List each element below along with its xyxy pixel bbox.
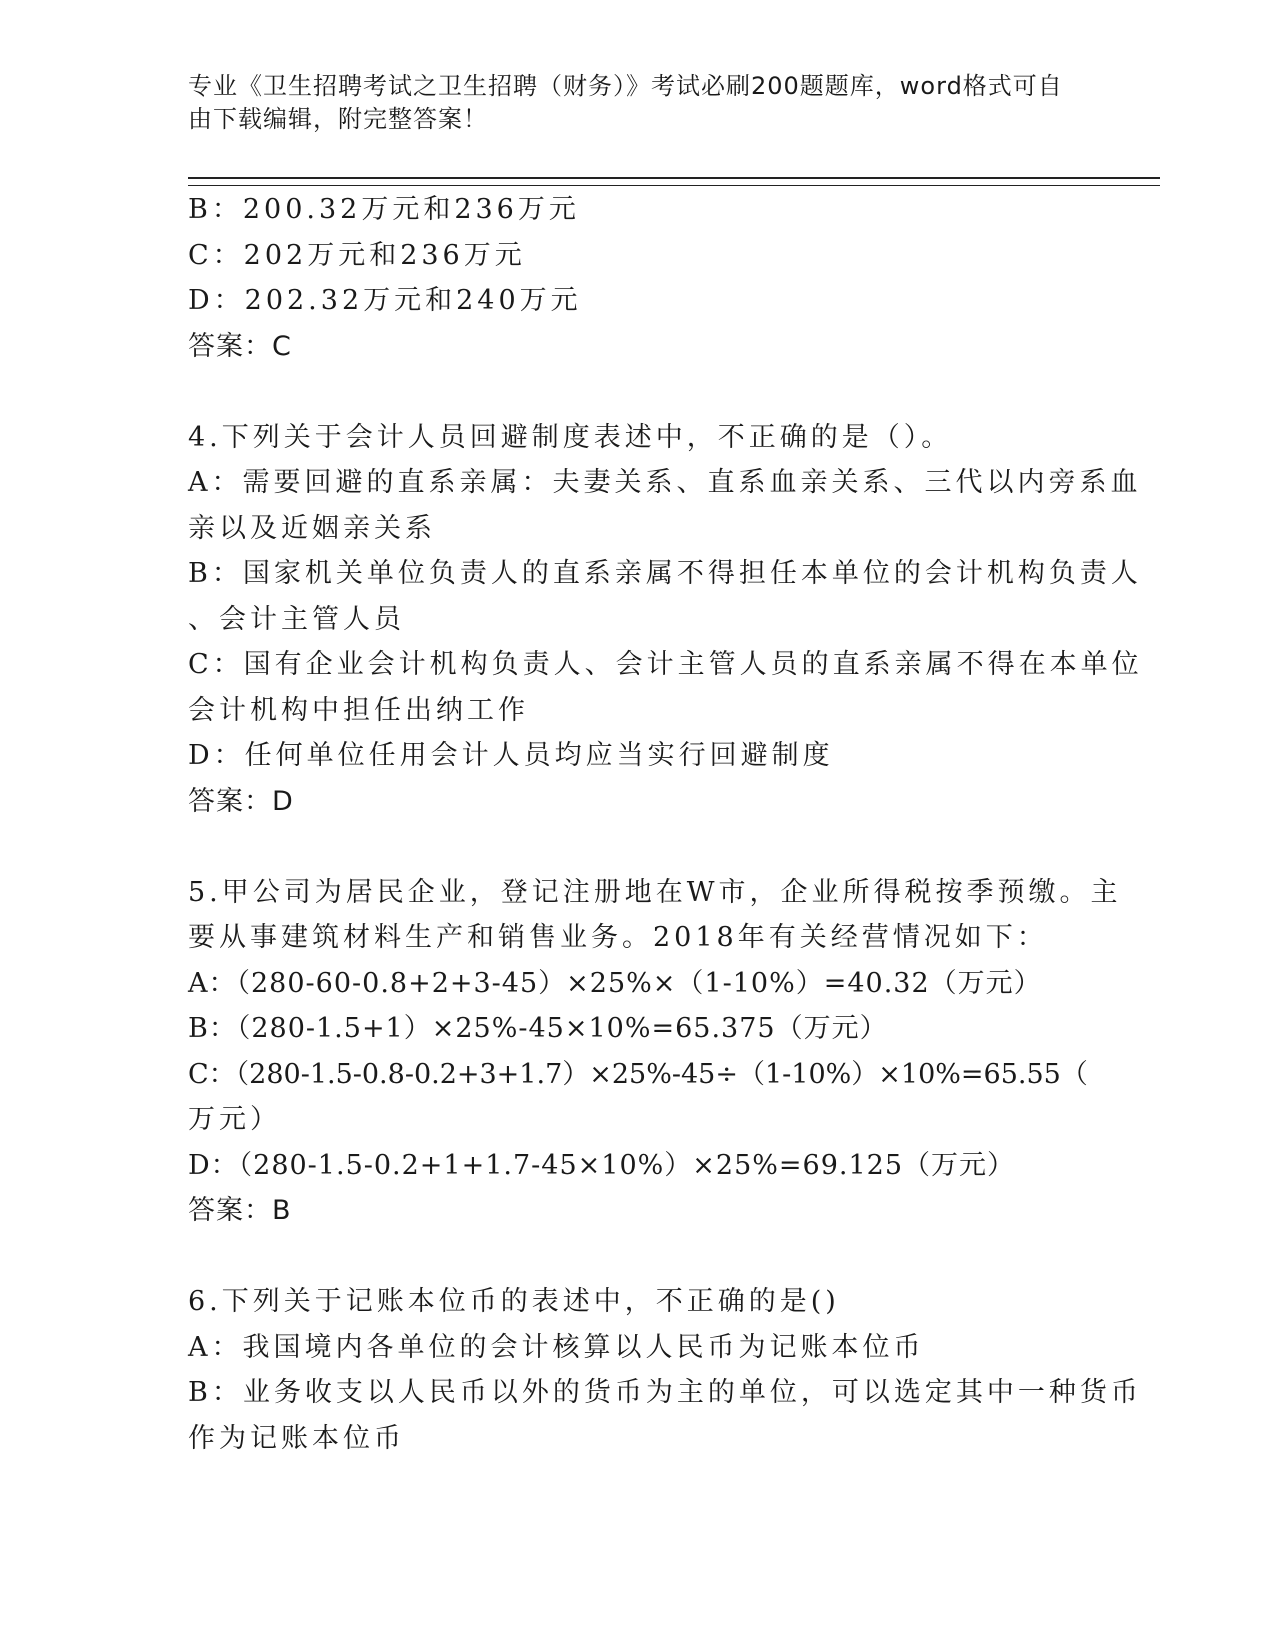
page-header: [188, 70, 1068, 136]
spacer: [188, 369, 1078, 415]
question-5: [188, 870, 1122, 1234]
q6-option-b-line-2: 作为记账本位币: [188, 1422, 405, 1454]
q4-option-a-line-2: 亲以及近姻亲关系: [188, 512, 436, 544]
q5-option-c-line-1: C：（280-1.5-0.8-0.2+3+1.7）×25%-45÷（1-10%）×10%=65.55（: [188, 1058, 1088, 1090]
q4-option-c-line-1: C：国有企业会计机构负责人、会计主管人员的直系亲属不得在本单位: [188, 649, 1143, 680]
q4-stem: 4.下列关于会计人员回避制度表述中，不正确的是（）。: [188, 421, 953, 453]
header-line-1: 专业《卫生招聘考试之卫生招聘（财务）》考试必刷200题题库，word格式可自: [188, 72, 1063, 100]
q5-stem-line-1: 5.甲公司为居民企业，登记注册地在W市，企业所得税按季预缴。主: [188, 876, 1122, 908]
q5-option-a: A：（280-60-0.8+2+3-45）×25%×（1-10%）=40.32（万元）: [188, 967, 1042, 999]
q5-option-b: B：（280-1.5+1）×25%-45×10%=65.375（万元）: [188, 1013, 888, 1044]
question-6: [188, 1279, 1142, 1461]
q6-stem: 6.下列关于记账本位币的表述中，不正确的是(): [188, 1286, 840, 1317]
spacer: [188, 1234, 1078, 1280]
spacer: [188, 824, 1078, 870]
question-4: [188, 415, 1143, 825]
q4-option-a-line-1: A：需要回避的直系亲属：夫妻关系、直系血亲关系、三代以内旁系血: [188, 467, 1142, 498]
question-content: [188, 187, 1143, 1461]
q4-option-b-line-1: B：国家机关单位负责人的直系亲属不得担任本单位的会计机构负责人: [188, 558, 1142, 589]
header-divider: [188, 177, 1160, 186]
q4-option-b-line-2: 、会计主管人员: [188, 603, 405, 635]
q5-stem-line-2: 要从事建筑材料生产和销售业务。2018年有关经营情况如下：: [188, 922, 1048, 953]
q4-option-d: D：任何单位任用会计人员均应当实行回避制度: [188, 740, 834, 771]
q4-answer: 答案：D: [188, 785, 294, 817]
q3-option-b: B：200.32万元和236万元: [188, 194, 580, 225]
q3-option-d: D：202.32万元和240万元: [188, 285, 582, 316]
q6-option-a: A：我国境内各单位的会计核算以人民币为记账本位币: [188, 1331, 925, 1363]
q3-answer: 答案：C: [188, 330, 292, 362]
header-line-2: 由下载编辑，附完整答案！: [188, 105, 488, 133]
q5-answer: 答案：B: [188, 1195, 292, 1226]
q3-option-c: C：202万元和236万元: [188, 239, 526, 271]
q5-option-d: D：（280-1.5-0.2+1+1.7-45×10%）×25%=69.125（万元）: [188, 1149, 1016, 1181]
question-3: [188, 187, 1078, 369]
q6-option-b-line-1: B：业务收支以人民币以外的货币为主的单位，可以选定其中一种货币: [188, 1377, 1142, 1408]
q5-option-c-line-2: 万元）: [188, 1104, 281, 1135]
q4-option-c-line-2: 会计机构中担任出纳工作: [188, 694, 529, 726]
